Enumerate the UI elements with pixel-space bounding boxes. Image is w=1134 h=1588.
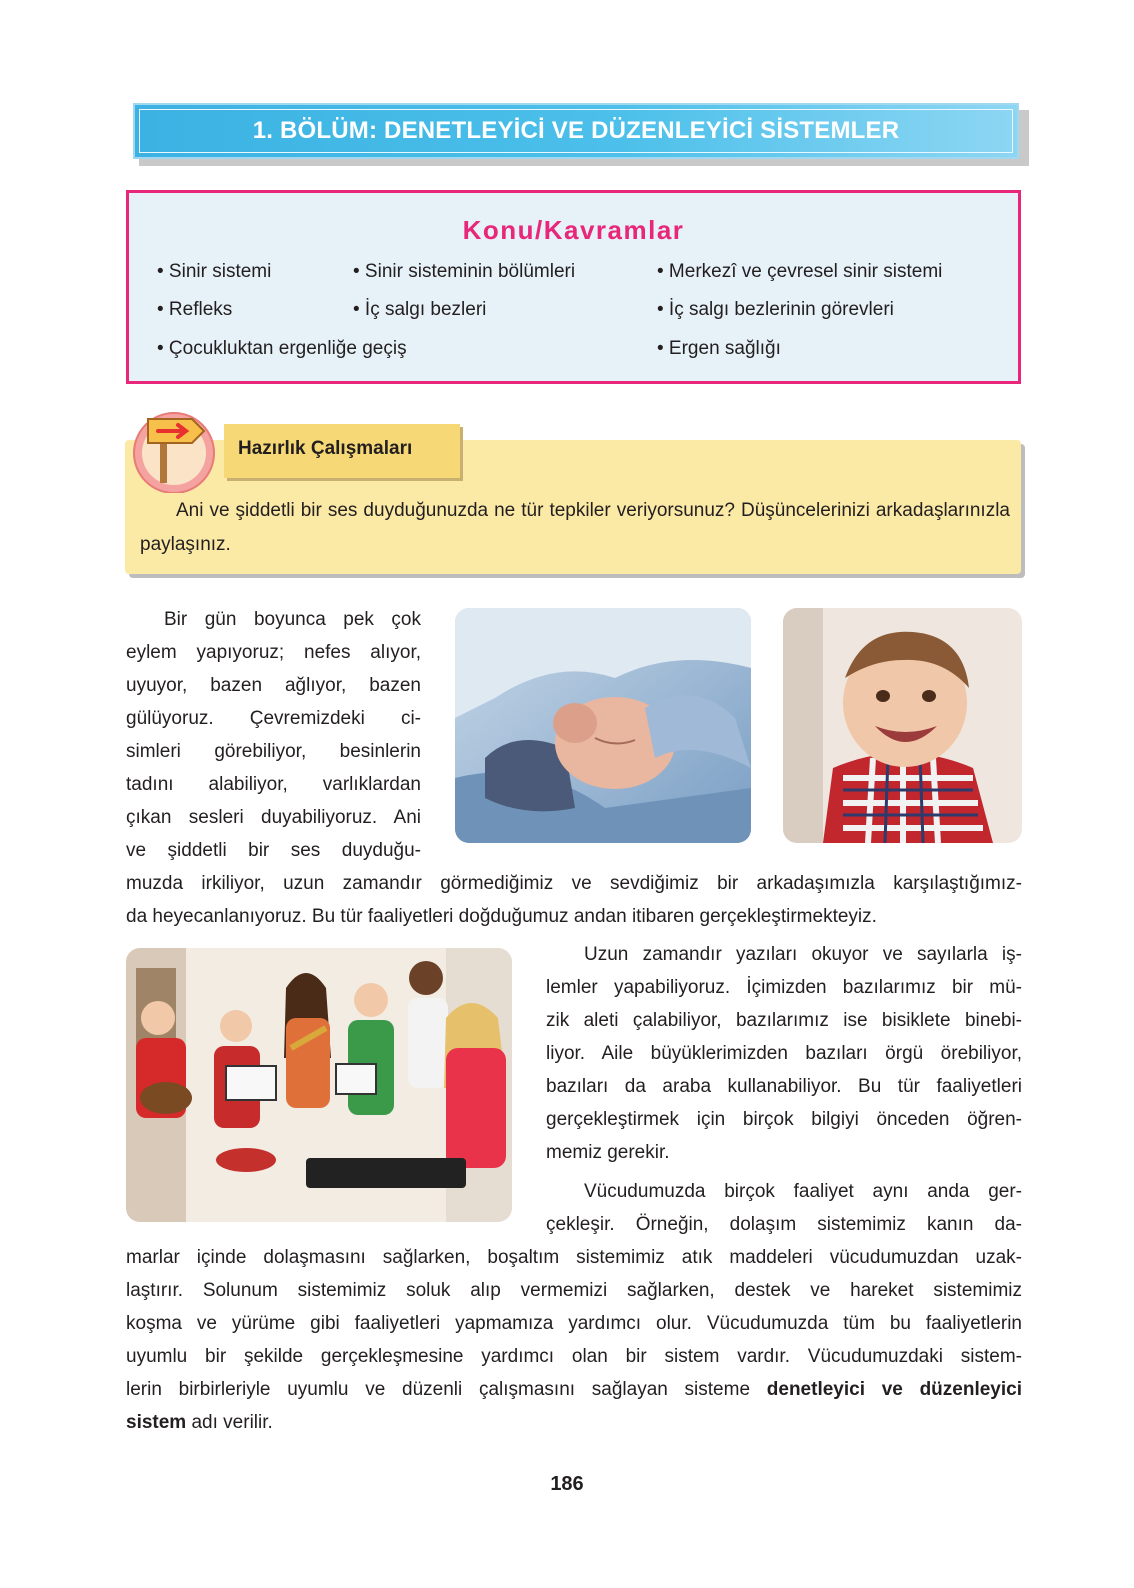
paragraph-1-bottom [126,867,1022,933]
preparation-label-box [224,424,460,478]
text-line: çıkan sesleri duyabiliyoruz. Ani [126,807,421,828]
text-line: bazıları da araba kullanabiliyor. Bu tür faaliyetleri [546,1076,1022,1097]
topic-item: • İç salgı bezleri [353,299,487,320]
text-line: gülüyoruz. Çevremizdeki ci- [126,708,421,729]
chapter-banner [133,103,1019,159]
paragraph-3-bottom [126,1241,1022,1439]
text-line-with-term [126,1406,1022,1439]
topic-item: • Merkezî ve çevresel sinir sistemi [657,261,943,282]
text-line-with-term [126,1373,1022,1406]
text-line: marlar içinde dolaşmasını sağlarken, boşaltım sistemimiz atık maddeleri vücudumuzdan uzak- [126,1247,1022,1268]
paragraph-3-top [546,1175,1022,1241]
smiling-toddler-photo [783,608,1022,843]
text-line: Uzun zamandır yazıları okuyor ve sayılarla iş- [584,944,1022,965]
text-line: uyumlu bir şekilde gerçekleşmesine yardımcı olan bir sistem vardır. Vücudumuzdaki sistem- [126,1346,1022,1367]
text-line: liyor. Aile büyüklerimizden bazıları örgü örebiliyor, [546,1043,1022,1064]
key-term: sistem [126,1412,187,1433]
text-line: koşma ve yürüme gibi faaliyetleri yapmamıza yardımcı olur. Vücudumuzda tüm bu faaliyetlerin [126,1313,1022,1334]
text-line: ve şiddetli bir ses duyduğu- [126,840,421,861]
text-line: gerçekleştirmek için birçok bilgiyi önceden öğren- [546,1109,1022,1130]
sleeping-baby-photo [455,608,751,843]
topic-item: • Çocukluktan ergenliğe geçiş [157,338,407,359]
text-line: Vücudumuzda birçok faaliyet aynı anda ger- [584,1181,1022,1202]
text-segment: adı verilir. [186,1412,273,1433]
text-line: çekleşir. Örneğin, dolaşım sistemimiz kanın da- [546,1214,1022,1235]
topics-box [126,190,1021,384]
text-line: da heyecanlanıyoruz. Bu tür faaliyetleri doğduğumuz andan itibaren gerçekleştirmekteyiz. [126,906,877,927]
text-line: zik aleti çalabiliyor, bazılarımız ise bisiklete binebi- [546,1010,1022,1031]
paragraph-1-top [126,603,421,867]
topic-item: • Sinir sisteminin bölümleri [353,261,576,282]
page-number: 186 [550,1473,584,1495]
text-line: uyuyor, bazen ağlıyor, bazen [126,675,421,696]
topic-item: • Ergen sağlığı [657,338,781,359]
text-line: Bir gün boyunca pek çok [164,609,421,630]
text-line: eylem yapıyoruz; nefes alıyor, [126,642,421,663]
music-class-photo [126,948,512,1222]
preparation-question: Ani ve şiddetli bir ses duyduğunuzda ne tür tepkiler veriyorsunuz? Düşüncelerinizi arkadaşlarınızla paylaşınız. [140,500,1010,555]
signpost-icon [130,405,218,493]
topic-item: • İç salgı bezlerinin görevleri [657,299,894,320]
key-term: denetleyici ve düzenleyici [766,1379,1022,1400]
text-line: memiz gerekir. [546,1142,670,1163]
preparation-text [140,494,1010,562]
chapter-title: 1. BÖLÜM: DENETLEYİCİ VE DÜZENLEYİCİ SİSTEMLER [252,117,900,144]
text-line: muzda irkiliyor, uzun zamandır görmediğimiz ve sevdiğimiz bir arkadaşımızla karşılaştığımız- [126,873,1022,894]
topic-item: • Refleks [157,299,233,320]
text-segment: lerin birbirleriyle uyumlu ve düzenli çalışmasını sağlayan sisteme [126,1379,751,1400]
paragraph-2 [546,938,1022,1169]
text-line: laştırır. Solunum sistemimiz soluk alıp vermemizi sağlarken, destek ve hareket sistemimiz [126,1280,1022,1301]
text-line: simleri görebiliyor, besinlerin [126,741,421,762]
topics-heading: Konu/Kavramlar [462,215,685,245]
topic-item: • Sinir sistemi [157,261,272,282]
text-line: lemler yapabiliyoruz. İçimizden bazılarımız bir mü- [546,977,1022,998]
preparation-label: Hazırlık Çalışmaları [238,438,413,459]
text-line: tadını alabiliyor, varlıklardan [126,774,421,795]
